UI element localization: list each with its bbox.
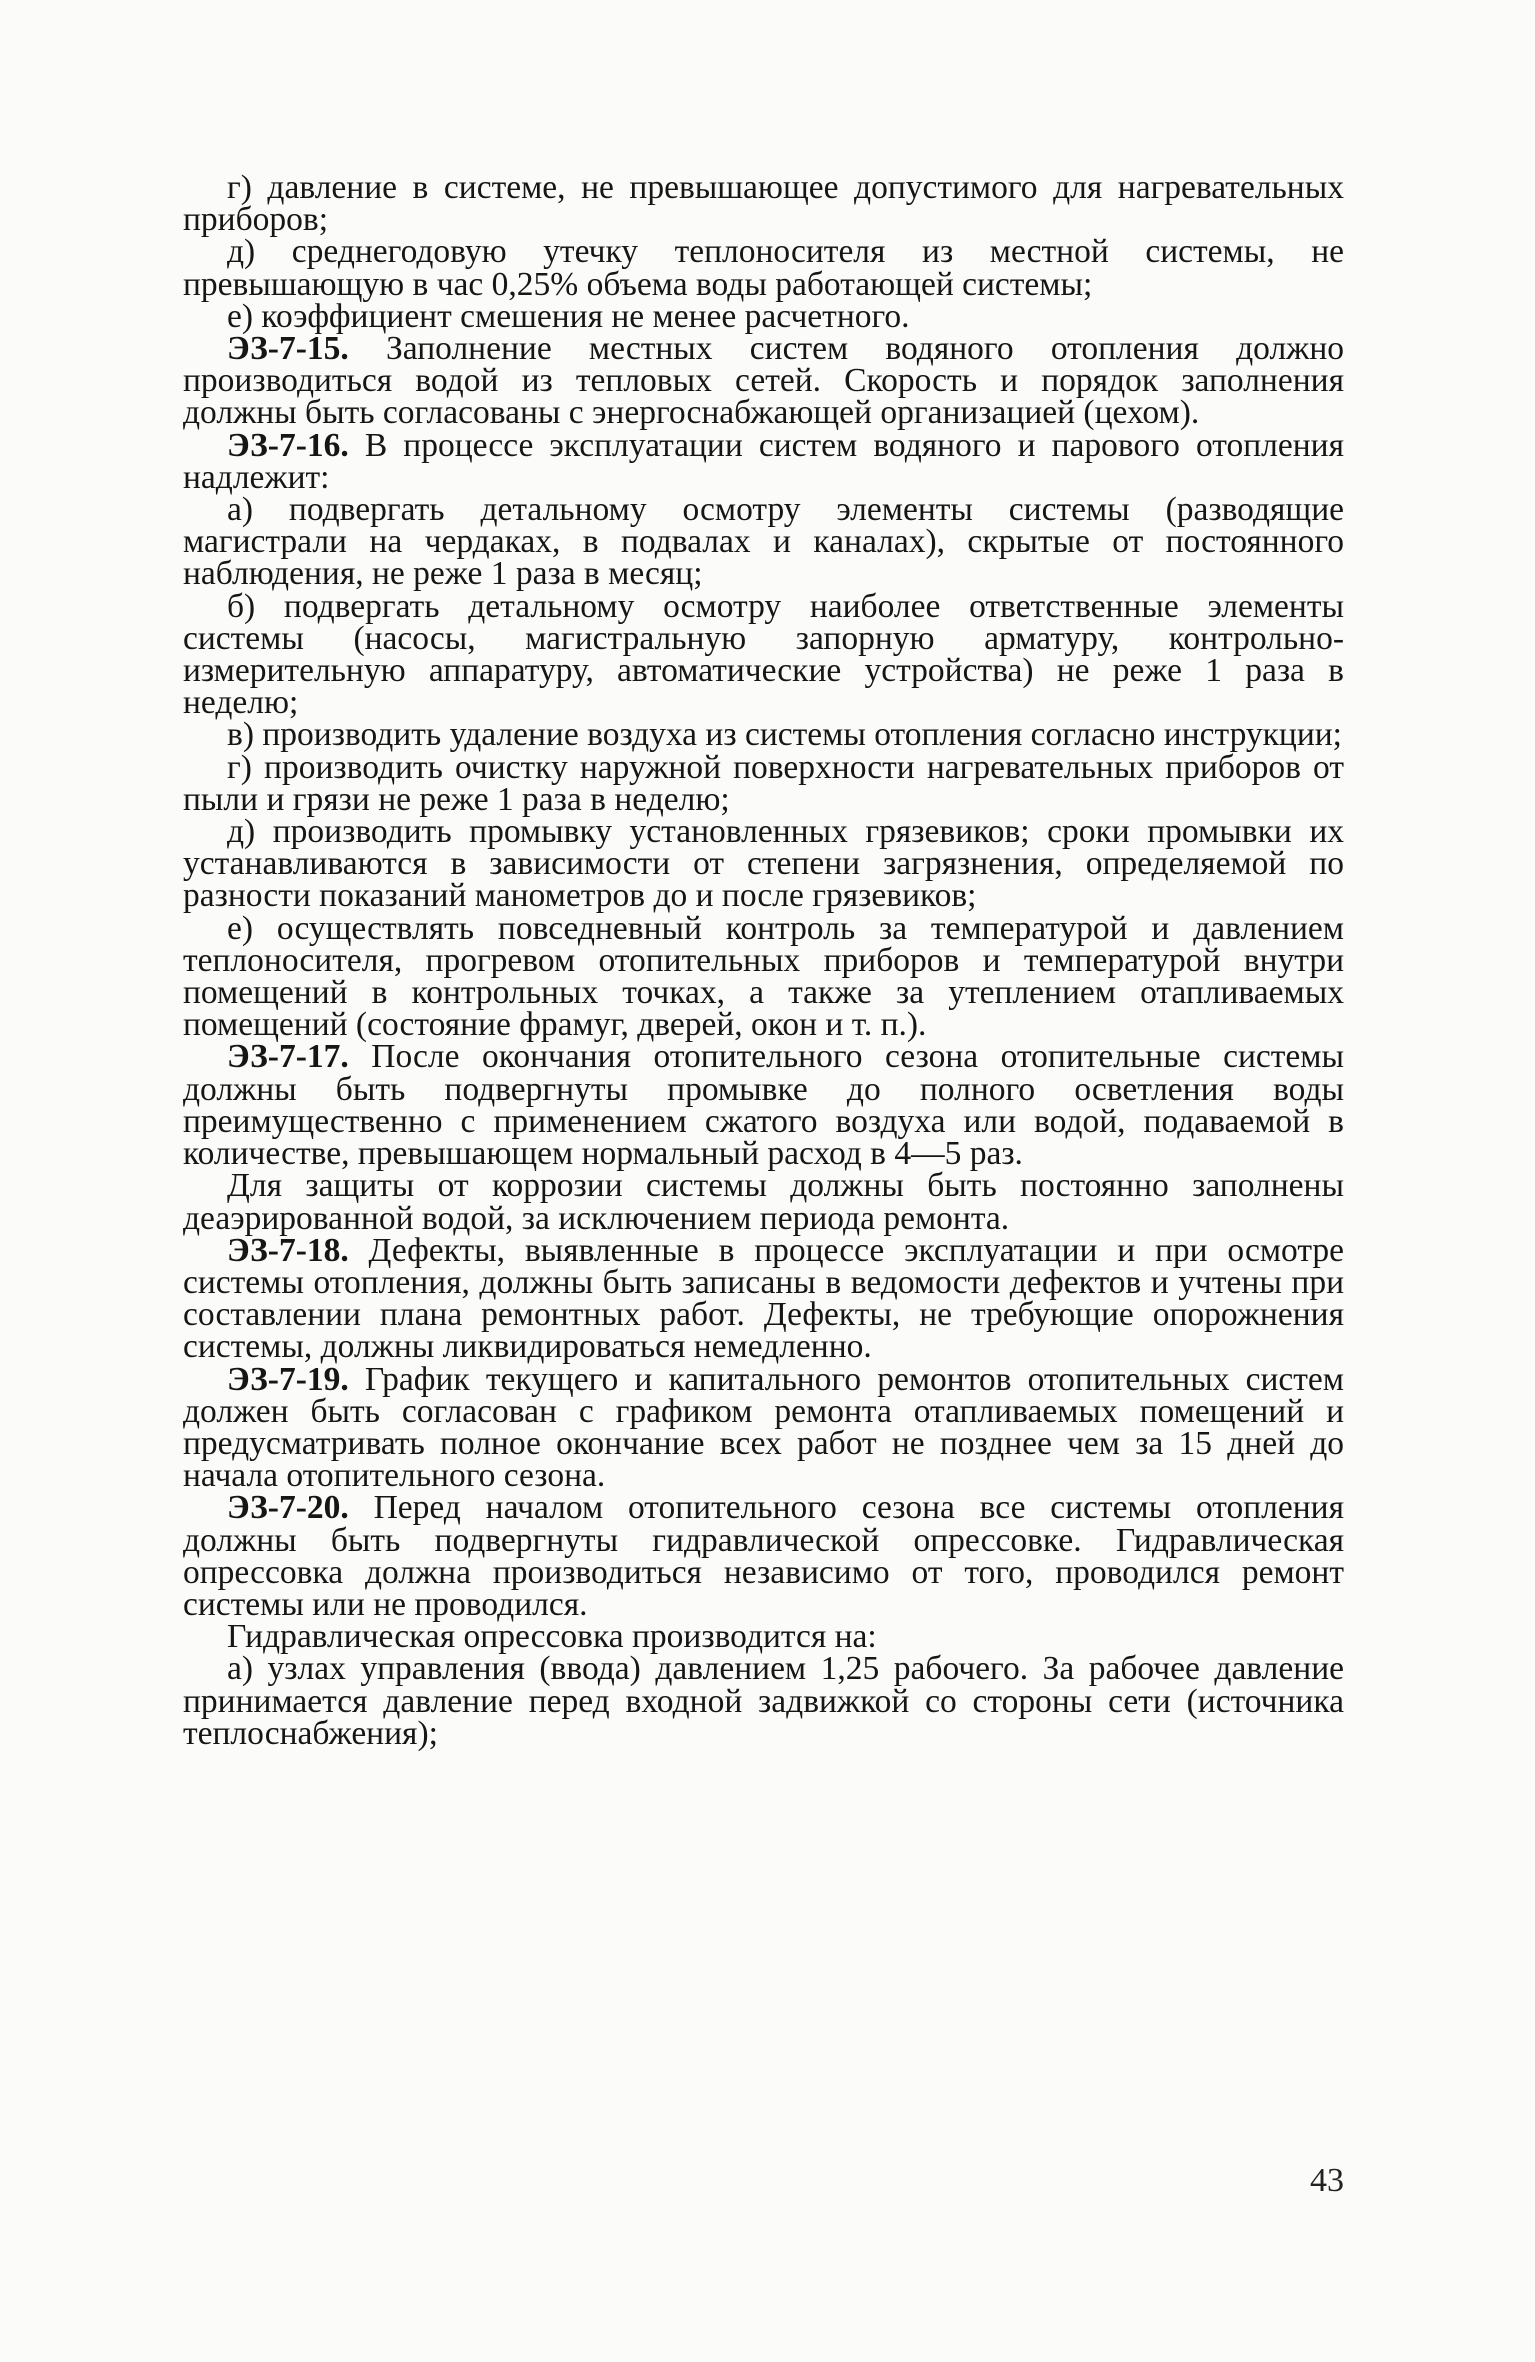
clause-code: ЭЗ-7-17. [227, 1038, 349, 1076]
paragraph [183, 909, 1344, 1044]
paragraph [183, 1360, 1344, 1495]
paragraph [183, 1489, 1344, 1623]
paragraph [183, 426, 1344, 496]
clause-code: ЭЗ-7-16. [227, 426, 349, 464]
paragraph [183, 1618, 1344, 1656]
paragraph-text: в) производить удаление воздуха из системы отопления согласно инструкции; [227, 716, 1342, 754]
paragraph-text: б) подвергать детальному осмотру наиболее ответственные элементы системы (насосы, магистральную запорную арматуру, контрольно-измерительную аппаратуру, автоматические устройства) не реже 1 раза в неделю; [183, 587, 1344, 722]
paragraph-text: а) узлах управления (ввода) давлением 1,25 рабочего. За рабочее давление принимается давление перед входной задвижкой со стороны сети (источника теплоснабжения); [183, 1650, 1344, 1752]
clause-code: ЭЗ-7-18. [227, 1231, 349, 1269]
paragraph [183, 491, 1344, 593]
paragraph-text: д) среднегодовую утечку теплоносителя из местной системы, не превышающую в час 0,25% объема воды работающей системы; [183, 233, 1344, 303]
paragraph-text: а) подвергать детальному осмотру элементы системы (разводящие магистрали на чердаках, в подвалах и каналах), скрытые от постоянного наблюдения, не реже 1 раза в месяц; [183, 491, 1344, 593]
paragraph-text: е) осуществлять повседневный контроль за температурой и давлением теплоносителя, прогревом отопительных приборов и температурой внутри помещений в контрольных точках, а также за утеплением отапливаемых помещений (состояние фрамуг, дверей, окон и т. п.). [183, 909, 1344, 1044]
body-text [183, 169, 1344, 1752]
clause-code: ЭЗ-7-20. [227, 1489, 349, 1527]
paragraph-text: г) производить очистку наружной поверхности нагревательных приборов от пыли и грязи не реже 1 раза в неделю; [183, 748, 1344, 818]
paragraph [183, 330, 1344, 432]
paragraph [183, 587, 1344, 722]
paragraph [183, 1038, 1344, 1173]
paragraph-text: д) производить промывку установленных грязевиков; сроки промывки их устанавливаются в зависимости от степени загрязнения, определяемой по разности показаний манометров до и после грязевиков; [183, 813, 1344, 915]
paragraph [183, 716, 1344, 754]
paragraph-text: Перед началом отопительного сезона все системы отопления должны быть подвергнуты гидравлической опрессовке. Гидравлическая опрессовка должна производиться независимо от того, проводился ремонт системы или не проводился. [183, 1489, 1344, 1623]
paragraph [183, 169, 1344, 239]
paragraph [183, 748, 1344, 818]
paragraph [183, 1231, 1344, 1366]
paragraph-text: График текущего и капитального ремонтов отопительных систем должен быть согласован с графиком ремонта отапливаемых помещений и предусматривать полное окончание всех работ не позднее чем за 15 дней до начала отопительного сезона. [183, 1360, 1344, 1495]
paragraph [183, 297, 1344, 335]
paragraph [183, 813, 1344, 915]
paragraph-text: г) давление в системе, не превышающее допустимого для нагревательных приборов; [183, 169, 1344, 239]
paragraph-text: После окончания отопительного сезона отопительные системы должны быть подвергнуты промывке до полного осветления воды преимущественно с применением сжатого воздуха или водой, подаваемой в количестве, превышающем нормальный расход в 4—5 раз. [183, 1038, 1344, 1173]
paragraph-text: Дефекты, выявленные в процессе эксплуатации и при осмотре системы отопления, должны быть записаны в ведомости дефектов и учтены при составлении плана ремонтных работ. Дефекты, не требующие опорожнения системы, должны ликвидироваться немедленно. [183, 1231, 1344, 1366]
page-number: 43 [1310, 2162, 1344, 2199]
clause-code: ЭЗ-7-15. [227, 330, 349, 368]
paragraph-text: Гидравлическая опрессовка производится на: [227, 1618, 877, 1656]
paragraph [183, 1167, 1344, 1237]
clause-code: ЭЗ-7-19. [227, 1360, 349, 1398]
paragraph [183, 233, 1344, 303]
paragraph [183, 1650, 1344, 1752]
paragraph-text: е) коэффициент смешения не менее расчетного. [227, 297, 910, 335]
paragraph-text: В процессе эксплуатации систем водяного и парового отопления надлежит: [183, 426, 1344, 496]
paragraph-text: Для защиты от коррозии системы должны быть постоянно заполнены деаэрированной водой, за исключением периода ремонта. [183, 1167, 1344, 1237]
paragraph-text: Заполнение местных систем водяного отопления должно производиться водой из тепловых сетей. Скорость и порядок заполнения должны быть согласованы с энергоснабжающей организацией (цехом). [183, 330, 1344, 432]
